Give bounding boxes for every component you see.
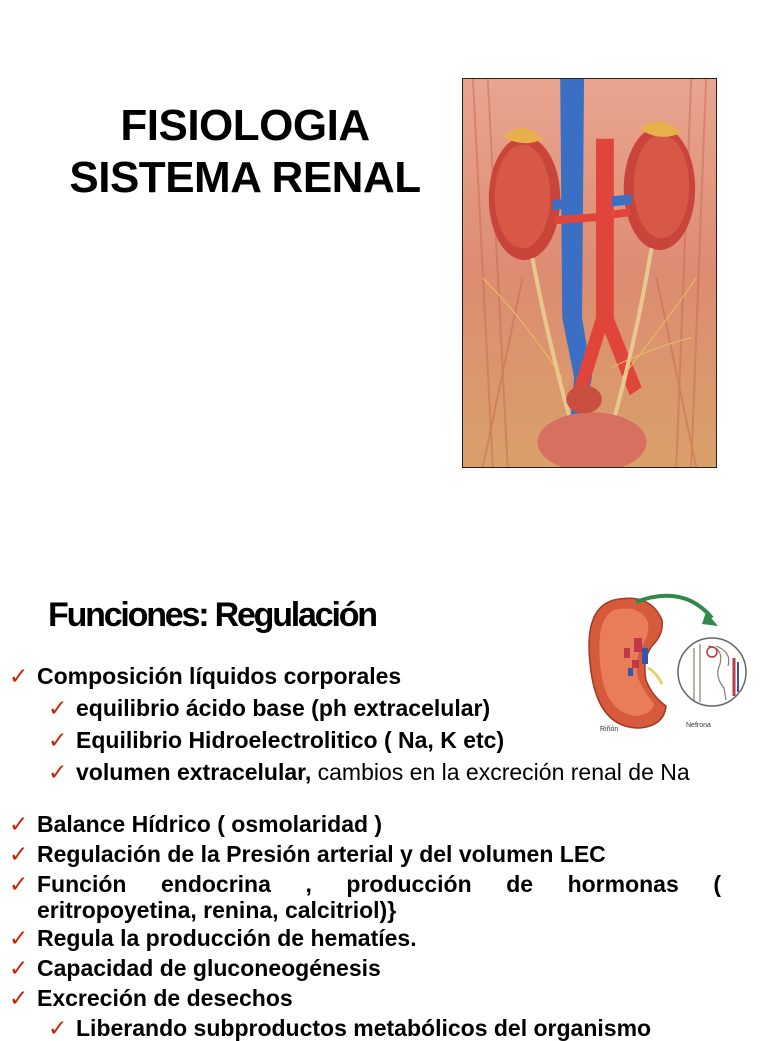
list-item: ✓ equilibrio ácido base (ph extracelular) bbox=[48, 695, 491, 721]
list-item: ✓ Función endocrina , producción de hormonas ( bbox=[9, 871, 721, 897]
title-line-1: FISIOLOGIA bbox=[120, 101, 370, 150]
list-item: ✓ Excreción de desechos bbox=[9, 985, 293, 1011]
section-heading: Funciones: Regulación bbox=[48, 596, 376, 634]
list-item: ✓ Balance Hídrico ( osmolaridad ) bbox=[9, 811, 383, 837]
renal-anatomy-illustration bbox=[462, 78, 717, 468]
check-icon: ✓ bbox=[9, 871, 29, 897]
slide-title bbox=[40, 100, 450, 204]
check-icon: ✓ bbox=[48, 759, 68, 785]
check-icon: ✓ bbox=[9, 841, 29, 867]
list-item: ✓ volumen extracelular, cambios en la excreción renal de Na bbox=[48, 759, 690, 785]
check-icon: ✓ bbox=[9, 925, 29, 951]
check-icon: ✓ bbox=[9, 811, 29, 837]
list-item-continuation: eritropoyetina, renina, calcitriol)} bbox=[37, 897, 397, 923]
list-item: ✓ Liberando subproductos metabólicos del organismo bbox=[48, 1015, 652, 1041]
list-item: ✓ Regula la producción de hematíes. bbox=[9, 925, 417, 951]
check-icon: ✓ bbox=[48, 727, 68, 753]
check-icon: ✓ bbox=[48, 695, 68, 721]
list-item: ✓ Equilibrio Hidroelectrolitico ( Na, K etc) bbox=[48, 727, 505, 753]
check-icon: ✓ bbox=[9, 955, 29, 981]
check-icon: ✓ bbox=[9, 663, 29, 689]
kidney-label: Riñón bbox=[600, 726, 619, 733]
list-item: ✓ Regulación de la Presión arterial y del volumen LEC bbox=[9, 841, 606, 867]
list-item: ✓ Composición líquidos corporales bbox=[9, 663, 402, 689]
list-item: ✓ Capacidad de gluconeogénesis bbox=[9, 955, 381, 981]
kidney-nephron-figure bbox=[584, 588, 754, 736]
title-line-2: SISTEMA RENAL bbox=[69, 153, 421, 202]
nephron-label: Nefrona bbox=[686, 722, 711, 729]
check-icon: ✓ bbox=[48, 1015, 68, 1041]
check-icon: ✓ bbox=[9, 985, 29, 1011]
